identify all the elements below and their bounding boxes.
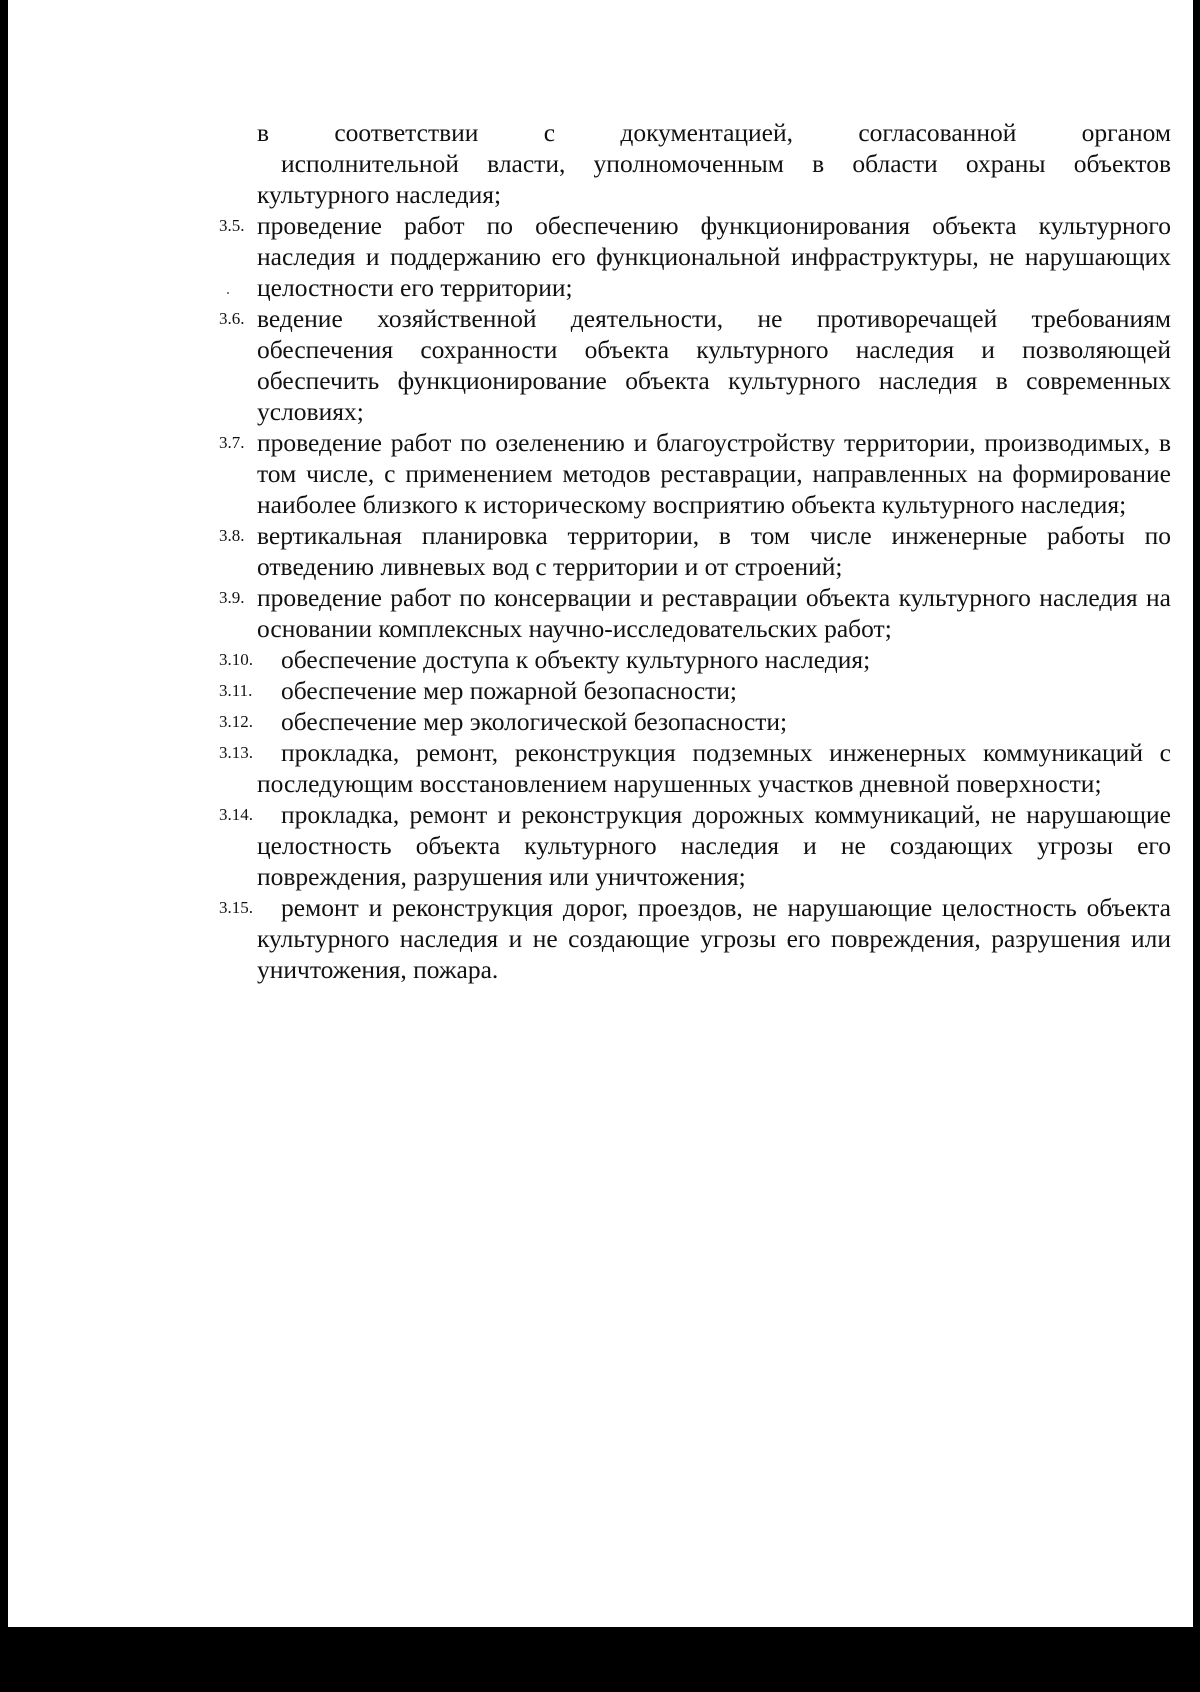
item-number: 3.8. [219,526,245,545]
item-number: 3.6. [219,309,245,328]
scan-bottom-border [0,1627,1200,1692]
item-text: обеспечение доступа к объекту культурного наследия; [281,645,871,674]
list-item-3-9 [219,582,1171,644]
list-item-3-8 [219,520,1171,582]
document-body [219,117,1171,985]
list-item-3-12 [219,706,1171,737]
item-text: обеспечение мер экологической безопасности; [281,707,788,736]
item-number: 3.11. [219,681,253,700]
item-number: 3.15. [219,898,253,917]
scan-left-edge [6,0,8,1627]
intro-line-3: культурного наследия; [257,180,502,209]
scan-speck [227,292,229,294]
item-text: вертикальная планировка территории, в том числе инженерные работы по отведению ливневых вод с территории и от строений; [257,521,1171,581]
item-number: 3.9. [219,588,245,607]
item-text: проведение работ по консервации и реставрации объекта культурного наследия на основании комплексных научно-исследовательских работ; [257,583,1171,643]
item-number: 3.14. [219,805,253,824]
list-item-3-14 [219,799,1171,892]
document-page [6,0,1193,1627]
item-number: 3.10. [219,650,253,669]
item-text: обеспечение мер пожарной безопасности; [281,676,738,705]
item-text: проведение работ по обеспечению функционирования объекта культурного наследия и поддержанию его функциональной инфраструктуры, не нарушающих целостности его территории; [257,211,1171,302]
list-item-3-15 [219,892,1171,985]
item-text: ведение хозяйственной деятельности, не противоречащей требованиям обеспечения сохранности объекта культурного наследия и позволяющей обеспечить функционирование объекта культурного наследия в современных условиях; [257,304,1171,426]
list-item-3-6 [219,303,1171,427]
list-item-3-13 [219,737,1171,799]
intro-paragraph [257,117,1171,210]
list-item-3-5 [219,210,1171,303]
list-item-3-10 [219,644,1171,675]
item-number: 3.5. [219,216,245,235]
intro-line-1: в соответствии с документацией, согласованной органом [257,118,1171,147]
intro-line-2: исполнительной власти, уполномоченным в области охраны объектов [281,149,1171,178]
item-number: 3.12. [219,712,253,731]
list-item-3-11 [219,675,1171,706]
item-text: прокладка, ремонт, реконструкция подземных инженерных коммуникаций с последующим восстановлением нарушенных участков дневной поверхности; [257,738,1171,798]
item-text: ремонт и реконструкция дорог, проездов, не нарушающие целостность объекта культурного наследия и не создающие угрозы его повреждения, разрушения или уничтожения, пожара. [257,893,1171,984]
list-item-3-7 [219,427,1171,520]
item-text: проведение работ по озеленению и благоустройству территории, производимых, в том числе, с применением методов реставрации, направленных на формирование наиболее близкого к историческому восприятию объекта культурного наследия; [257,428,1171,519]
item-text: прокладка, ремонт и реконструкция дорожных коммуникаций, не нарушающие целостность объекта культурного наследия и не создающих угрозы его повреждения, разрушения или уничтожения; [257,800,1171,891]
item-number: 3.13. [219,743,253,762]
item-number: 3.7. [219,433,245,452]
